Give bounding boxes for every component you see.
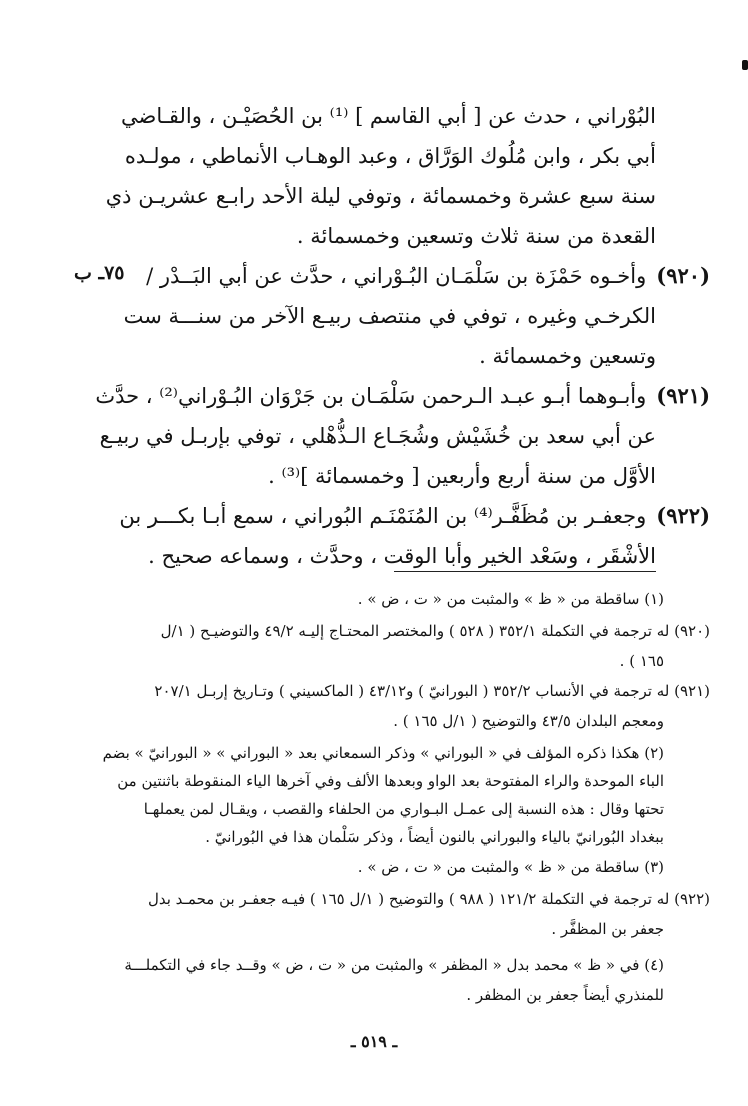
footnote-line: (٣) ساقطة من « ظ » والمثبت من « ت ، ض » . bbox=[357, 858, 664, 876]
footnote-line: (٩٢١) له ترجمة في الأنساب ٣٥٢/٢ ( البورانيّ ) و٤٣/١٢ ( الماكسيني ) وتـاريخ إربـل ٢٠٧/١ bbox=[154, 682, 710, 700]
main-line: أبي بكر ، وابن مُلُوك الوَرَّاق ، وعبد الوهـاب الأنماطي ، مولـده bbox=[124, 144, 656, 168]
footnote-line: (٩٢٠) له ترجمة في التكملة ٣٥٢/١ ( ٥٢٨ ) والمختصر المحتـاج إليـه ٤٩/٢ والتوضيـح ( ١/ل bbox=[160, 622, 710, 640]
main-line: الكرخـي وغيره ، توفي في منتصف ربيـع الآخر من سنـــة ست bbox=[123, 304, 656, 328]
footnote-line: (٩٢٢) له ترجمة في التكملة ١٢١/٢ ( ٩٨٨ ) والتوضيح ( ١/ل ١٦٥ ) فيـه جعفـر بن محمـد بدل bbox=[147, 890, 710, 908]
entry-number: (٩٢٢) bbox=[656, 503, 710, 528]
margin-folio-note: ٧٥ـ ب bbox=[74, 262, 125, 284]
main-line: سنة سبع عشرة وخمسمائة ، وتوفي ليلة الأحد رابـع عشريـن ذي bbox=[105, 184, 656, 208]
footnote-line: تحتها وقال : هذه النسبة إلى عمـل البـواري من الحلفاء والقصب ، ويقـال لمن يعملهـا bbox=[143, 800, 664, 818]
entry-922-line bbox=[119, 496, 710, 536]
main-line: الأوَّل من سنة أربع وأربعين [ وخمسمائة ]⁽³⁾ . bbox=[268, 464, 656, 488]
entry-920-line bbox=[146, 256, 710, 296]
edge-mark bbox=[742, 60, 748, 70]
entry-text: وجعفـر بن مُظَفَّـر⁽⁴⁾ بن المُنَمْنَـم البُوراني ، سمع أبـا بكـــر بن bbox=[119, 504, 647, 528]
footnote-line: ببغداد البُورانيّ بالياء والبوراني بالنون أيضاً ، وذكر سَلْمان هذا في البُورانيّ . bbox=[205, 828, 664, 846]
footnote-line: للمنذري أيضاً جعفر بن المظفر . bbox=[466, 986, 664, 1004]
main-line: عن أبي سعد بن خُشَيْش وشُجَـاع الـذُّهْلي ، توفي بإربـل في ربيـع bbox=[99, 424, 656, 448]
footnote-line: (٢) هكذا ذكره المؤلف في « البوراني » وذكر السمعاني بعد « البوراني » « البورانيّ » بضم bbox=[102, 744, 664, 762]
main-line: القعدة من سنة ثلاث وتسعين وخمسمائة . bbox=[296, 224, 656, 248]
footnote-separator bbox=[394, 571, 656, 572]
entry-text: وأبـوهما أبـو عبـد الـرحمن سَلْمَـان بن جَرْوَان البُـوْراني⁽²⁾ ، حدَّث bbox=[95, 384, 647, 408]
entry-921-line bbox=[95, 376, 710, 416]
footnote-line: جعفر بن المظفَّر . bbox=[551, 920, 664, 938]
main-line: وتسعين وخمسمائة . bbox=[479, 344, 656, 368]
main-line: البُوْراني ، حدث عن [ أبي القاسم ] ⁽¹⁾ بن الحُصَيْـن ، والقـاضي bbox=[120, 104, 656, 128]
entry-text: وأخـوه حَمْزَة بن سَلْمَـان البُـوْراني ، حدَّث عن أبي البَــدْر / bbox=[146, 264, 647, 288]
footnote-line: ١٦٥ ) . bbox=[619, 652, 664, 670]
page-number: ـ ٥١٩ ـ bbox=[350, 1032, 398, 1051]
footnote-line: ومعجم البلدان ٤٣/٥ والتوضيح ( ١/ل ١٦٥ ) . bbox=[393, 712, 664, 730]
footnote-line: الباء الموحدة والراء المفتوحة بعد الواو وبعدها الألف وفي آخرها الياء المنقوطة باثنتين من bbox=[117, 772, 664, 790]
entry-number: (٩٢١) bbox=[656, 383, 710, 408]
footnote-line: (١) ساقطة من « ظ » والمثبت من « ت ، ض » . bbox=[357, 590, 664, 608]
main-line: الأشْقَر ، وسَعْد الخير وأبا الوقت ، وحدَّث ، وسماعه صحيح . bbox=[148, 544, 656, 568]
footnote-line: (٤) في « ظ » محمد بدل « المظفر » والمثبت من « ت ، ض » وقــد جاء في التكملـــة bbox=[124, 956, 664, 974]
entry-number: (٩٢٠) bbox=[656, 263, 710, 288]
